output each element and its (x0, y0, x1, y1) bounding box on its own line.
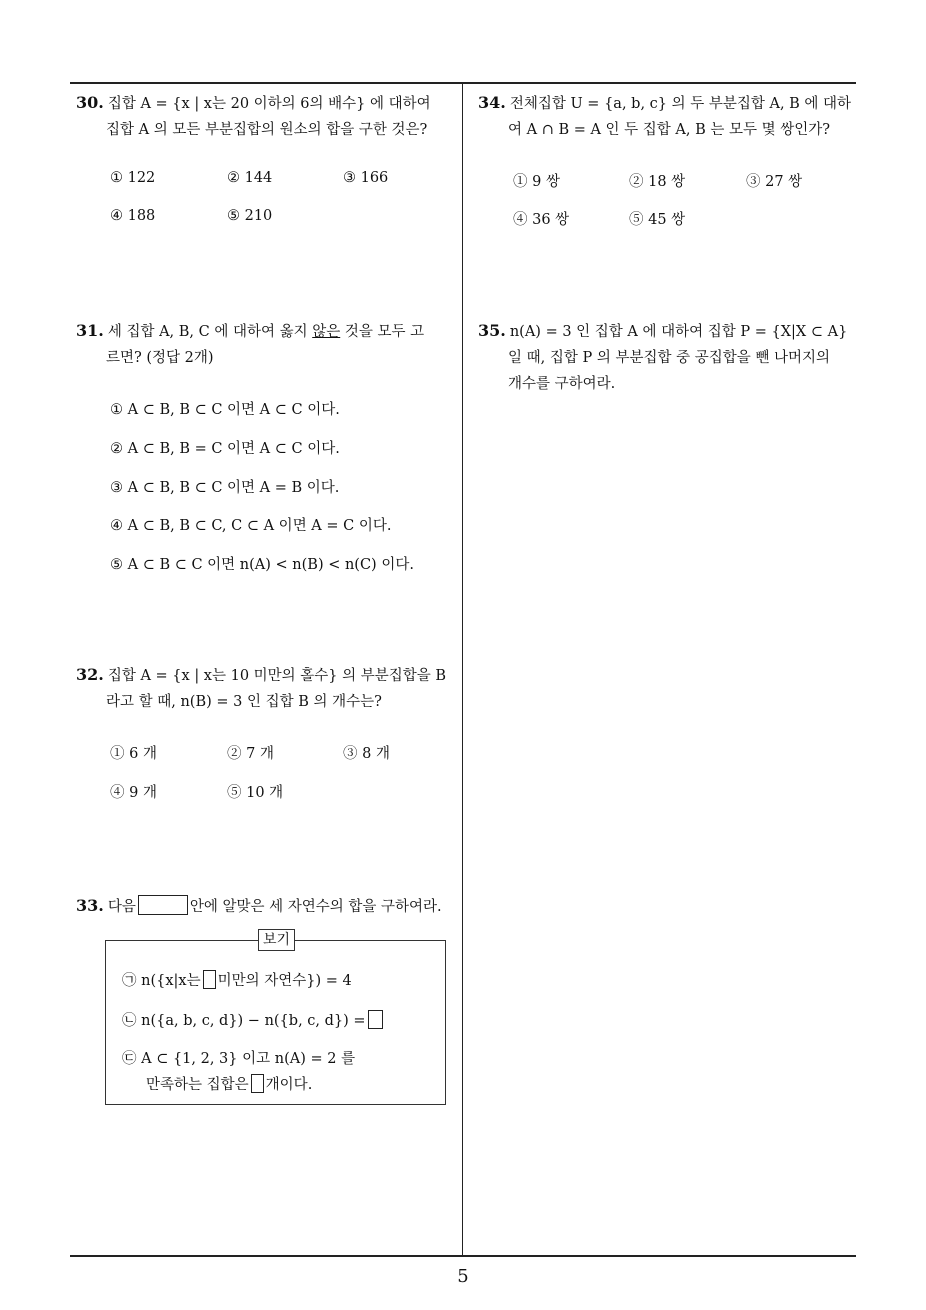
question-text-line: 일 때, 집합 P 의 부분집합 중 공집합을 뺀 나머지의 (508, 350, 830, 366)
choice-4[interactable]: ④ 9 개 (110, 785, 157, 801)
bogi-text: ㉡ n({a, b, c, d}) − n({b, c, d}) = (122, 1013, 366, 1029)
question-text-part: 다음 (107, 899, 136, 915)
bogi-text: 개이다. (265, 1077, 313, 1093)
choice-1[interactable]: ① 6 개 (110, 746, 157, 762)
question-number: 33. (76, 896, 104, 915)
underlined-word: 않은 (312, 324, 341, 340)
answer-blank (368, 1010, 383, 1029)
answer-blank (251, 1074, 264, 1093)
choice-4[interactable]: ④ 36 쌍 (513, 212, 570, 228)
bogi-item-1 (122, 968, 352, 994)
choice-2[interactable]: ② A ⊂ B, B = C 이면 A ⊂ C 이다. (110, 441, 340, 457)
choice-4[interactable]: ④ A ⊂ B, B ⊂ C, C ⊂ A 이면 A = C 이다. (110, 518, 392, 534)
question-text-line: 집합 A = {x | x는 20 이하의 6의 배수} 에 대하여 (107, 96, 431, 112)
question-34 (478, 90, 862, 143)
question-text-part: 세 집합 A, B, C 에 대하여 옳지 (107, 324, 313, 340)
bogi-text: 만족하는 집합은 (146, 1077, 249, 1093)
question-text-part: 것을 모두 고 (340, 324, 425, 340)
column-divider (462, 83, 463, 1256)
choice-5[interactable]: ⑤ 210 (227, 208, 273, 224)
question-number: 32. (76, 665, 104, 684)
choice-1[interactable]: ① 9 쌍 (513, 174, 560, 190)
bogi-item-3 (122, 1046, 355, 1098)
bogi-text: ㉠ n({x|x는 (122, 973, 201, 989)
question-text-line: 개수를 구하여라. (508, 376, 616, 392)
choice-5[interactable]: ⑤ 10 개 (227, 785, 284, 801)
bogi-label: 보기 (258, 929, 295, 951)
bogi-item-2 (122, 1008, 385, 1034)
question-text-line: 집합 A 의 모든 부분집합의 원소의 합을 구한 것은? (106, 122, 428, 138)
question-text-line: 집합 A = {x | x는 10 미만의 홀수} 의 부분집합을 B (107, 668, 447, 684)
question-number: 31. (76, 321, 104, 340)
bogi-text: 미만의 자연수}) = 4 (217, 973, 352, 989)
choice-1[interactable]: ① 122 (110, 170, 156, 186)
question-33 (76, 893, 462, 920)
choice-2[interactable]: ② 18 쌍 (629, 174, 686, 190)
choice-2[interactable]: ② 144 (227, 170, 273, 186)
question-text-line: 라고 할 때, n(B) = 3 인 집합 B 의 개수는? (106, 694, 382, 710)
page-number: 5 (457, 1266, 469, 1287)
question-text-line: 전체집합 U = {a, b, c} 의 두 부분집합 A, B 에 대하 (509, 96, 852, 112)
choice-4[interactable]: ④ 188 (110, 208, 156, 224)
choice-5[interactable]: ⑤ 45 쌍 (629, 212, 686, 228)
question-32 (76, 662, 460, 715)
choice-2[interactable]: ② 7 개 (227, 746, 274, 762)
question-text-line: 여 A ∩ B = A 인 두 집합 A, B 는 모두 몇 쌍인가? (508, 122, 831, 138)
question-text-line: 르면? (정답 2개) (106, 350, 214, 366)
bottom-rule (70, 1255, 856, 1257)
question-31 (76, 318, 460, 371)
question-number: 30. (76, 93, 104, 112)
choice-3[interactable]: ③ 27 쌍 (746, 174, 803, 190)
question-35 (478, 318, 862, 397)
answer-blank (203, 970, 216, 989)
question-number: 34. (478, 93, 506, 112)
choice-3[interactable]: ③ 8 개 (343, 746, 390, 762)
question-text-part: 안에 알맞은 세 자연수의 합을 구하여라. (189, 899, 442, 915)
question-30 (76, 90, 460, 143)
choice-5[interactable]: ⑤ A ⊂ B ⊂ C 이면 n(A) < n(B) < n(C) 이다. (110, 557, 414, 573)
question-text-line: n(A) = 3 인 집합 A 에 대하여 집합 P = {X|X ⊂ A} (509, 324, 848, 340)
bogi-text-line (122, 1072, 355, 1098)
answer-blank (138, 895, 188, 915)
bogi-text: ㉢ A ⊂ {1, 2, 3} 이고 n(A) = 2 를 (122, 1051, 356, 1067)
choice-3[interactable]: ③ A ⊂ B, B ⊂ C 이면 A = B 이다. (110, 480, 340, 496)
question-number: 35. (478, 321, 506, 340)
choice-3[interactable]: ③ 166 (343, 170, 389, 186)
choice-1[interactable]: ① A ⊂ B, B ⊂ C 이면 A ⊂ C 이다. (110, 402, 340, 418)
